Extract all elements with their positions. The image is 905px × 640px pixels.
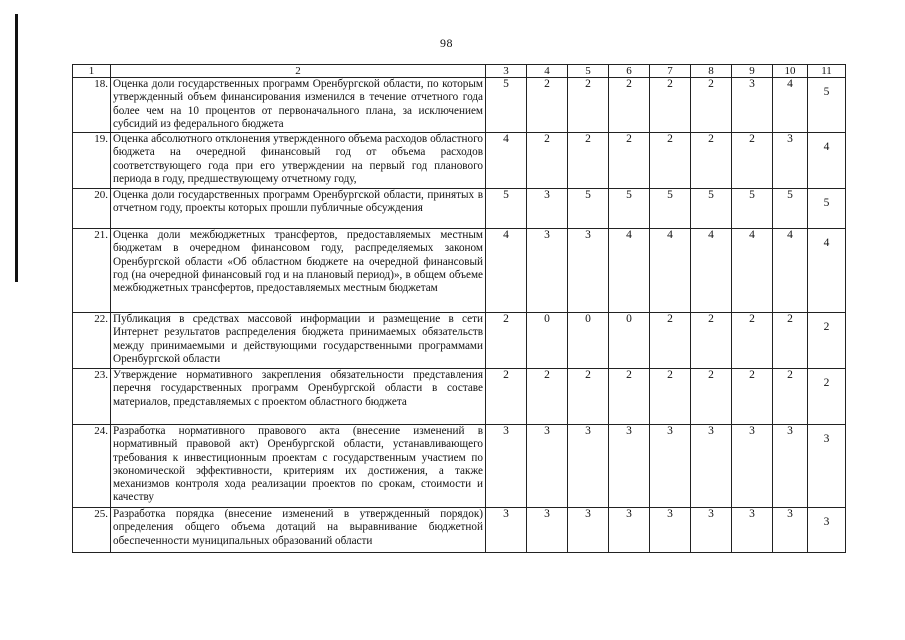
- score-cell: 2: [732, 369, 773, 425]
- column-header: 11: [808, 65, 846, 78]
- score-cell: 5: [808, 189, 846, 229]
- table-row: [73, 313, 846, 369]
- score-cell: 2: [650, 78, 691, 133]
- score-cell: 2: [691, 78, 732, 133]
- score-cell: 5: [808, 78, 846, 133]
- score-cell: 3: [568, 508, 609, 553]
- score-cell: 2: [773, 369, 808, 425]
- column-header: 7: [650, 65, 691, 78]
- score-cell: 0: [609, 313, 650, 369]
- score-cell: 3: [650, 425, 691, 508]
- score-cell: 2: [527, 369, 568, 425]
- row-number: 24.: [73, 425, 111, 508]
- score-cell: 3: [486, 425, 527, 508]
- score-cell: 2: [650, 313, 691, 369]
- score-cell: 4: [650, 229, 691, 313]
- score-cell: 0: [527, 313, 568, 369]
- row-number: 20.: [73, 189, 111, 229]
- row-description: Разработка нормативного правового акта (внесение изменений в нормативный правовой акт) Оренбургской области, устанавливающего требования к инвестиционным проектам с государственным участием по экономической эффективности, критериям их достижения, а также механизмов контроля хода реализации проектов по срокам, стоимости и качеству: [111, 425, 486, 508]
- score-cell: 5: [773, 189, 808, 229]
- score-cell: 3: [527, 189, 568, 229]
- table-row: [73, 229, 846, 313]
- score-cell: 4: [808, 229, 846, 313]
- score-cell: 2: [691, 133, 732, 189]
- score-cell: 2: [609, 369, 650, 425]
- score-cell: 3: [486, 508, 527, 553]
- score-cell: 2: [568, 133, 609, 189]
- table-row: [73, 78, 846, 133]
- column-header: 4: [527, 65, 568, 78]
- row-description: Публикация в средствах массовой информации и размещение в сети Интернет результатов распределения бюджета принимаемых обязательств между принимаемыми и действующими государственными программами Оренбургской области: [111, 313, 486, 369]
- column-header: 5: [568, 65, 609, 78]
- row-description: Разработка порядка (внесение изменений в утвержденный порядок) определения общего объема дотаций на выравнивание бюджетной обеспеченности муниципальных образований области: [111, 508, 486, 553]
- score-cell: 5: [732, 189, 773, 229]
- score-cell: 2: [691, 313, 732, 369]
- score-cell: 3: [609, 508, 650, 553]
- table-row: [73, 189, 846, 229]
- score-cell: 3: [691, 508, 732, 553]
- score-cell: 4: [486, 133, 527, 189]
- score-cell: 3: [609, 425, 650, 508]
- table-row: [73, 508, 846, 553]
- score-cell: 4: [773, 78, 808, 133]
- score-cell: 5: [486, 189, 527, 229]
- score-cell: 2: [527, 78, 568, 133]
- score-cell: 3: [732, 508, 773, 553]
- score-cell: 2: [808, 369, 846, 425]
- column-header: 3: [486, 65, 527, 78]
- score-cell: 4: [732, 229, 773, 313]
- margin-line: [15, 14, 18, 282]
- row-description: Оценка доли государственных программ Оренбургской области, по которым утвержденный объем финансирования изменился в течение отчетного года более чем на 10 процентов от первоначального плана, за исключением субсидий из федерального бюджета: [111, 78, 486, 133]
- score-cell: 2: [527, 133, 568, 189]
- row-description: Оценка доли государственных программ Оренбургской области, принятых в отчетном году, проекты которых прошли публичные обсуждения: [111, 189, 486, 229]
- row-number: 21.: [73, 229, 111, 313]
- score-cell: 2: [609, 78, 650, 133]
- row-number: 25.: [73, 508, 111, 553]
- row-number: 22.: [73, 313, 111, 369]
- score-cell: 2: [486, 369, 527, 425]
- score-cell: 3: [773, 425, 808, 508]
- column-header: 2: [111, 65, 486, 78]
- column-header: 9: [732, 65, 773, 78]
- score-cell: 2: [732, 313, 773, 369]
- score-cell: 4: [808, 133, 846, 189]
- column-header: 6: [609, 65, 650, 78]
- score-cell: 3: [527, 508, 568, 553]
- score-cell: 3: [650, 508, 691, 553]
- column-number-row: [73, 65, 846, 78]
- score-cell: 2: [568, 78, 609, 133]
- score-cell: 2: [609, 133, 650, 189]
- score-cell: 4: [609, 229, 650, 313]
- row-number: 18.: [73, 78, 111, 133]
- column-header: 1: [73, 65, 111, 78]
- score-cell: 3: [568, 229, 609, 313]
- row-description: Утверждение нормативного закрепления обязательности представления перечня государственных программ Оренбургской области в составе материалов, представляемых с проектом областного бюджета: [111, 369, 486, 425]
- score-cell: 2: [650, 133, 691, 189]
- score-cell: 5: [486, 78, 527, 133]
- score-cell: 3: [732, 78, 773, 133]
- score-cell: 3: [732, 425, 773, 508]
- row-description: Оценка доли межбюджетных трансфертов, предоставляемых местным бюджетам в очередном финансовом году, распределяемых законом Оренбургской области «Об областном бюджете на очередной финансовый год (на очередной финансовый год и на плановый период)», в общем объеме межбюджетных трансфертов, предоставляемых местным бюджетам: [111, 229, 486, 313]
- score-cell: 2: [773, 313, 808, 369]
- score-cell: 2: [486, 313, 527, 369]
- score-cell: 3: [808, 425, 846, 508]
- score-cell: 3: [691, 425, 732, 508]
- row-description: Оценка абсолютного отклонения утвержденного объема расходов областного бюджета на очередной финансовый год от объема расходов соответствующего года при его утверждении на первый год планового периода в году, предшествующему отчетному году,: [111, 133, 486, 189]
- indicator-table: [72, 64, 846, 553]
- score-cell: 5: [609, 189, 650, 229]
- table-row: [73, 133, 846, 189]
- score-cell: 3: [527, 229, 568, 313]
- column-header: 8: [691, 65, 732, 78]
- page-number: 98: [440, 36, 453, 50]
- table-row: [73, 425, 846, 508]
- score-cell: 0: [568, 313, 609, 369]
- score-cell: 5: [650, 189, 691, 229]
- score-cell: 4: [486, 229, 527, 313]
- score-cell: 3: [773, 508, 808, 553]
- table-row: [73, 369, 846, 425]
- score-cell: 2: [568, 369, 609, 425]
- score-cell: 2: [650, 369, 691, 425]
- score-cell: 4: [691, 229, 732, 313]
- score-cell: 3: [808, 508, 846, 553]
- column-header: 10: [773, 65, 808, 78]
- score-cell: 3: [773, 133, 808, 189]
- score-cell: 5: [691, 189, 732, 229]
- score-cell: 2: [732, 133, 773, 189]
- row-number: 23.: [73, 369, 111, 425]
- score-cell: 5: [568, 189, 609, 229]
- score-cell: 3: [568, 425, 609, 508]
- row-number: 19.: [73, 133, 111, 189]
- score-cell: 3: [527, 425, 568, 508]
- score-cell: 2: [691, 369, 732, 425]
- score-cell: 2: [808, 313, 846, 369]
- score-cell: 4: [773, 229, 808, 313]
